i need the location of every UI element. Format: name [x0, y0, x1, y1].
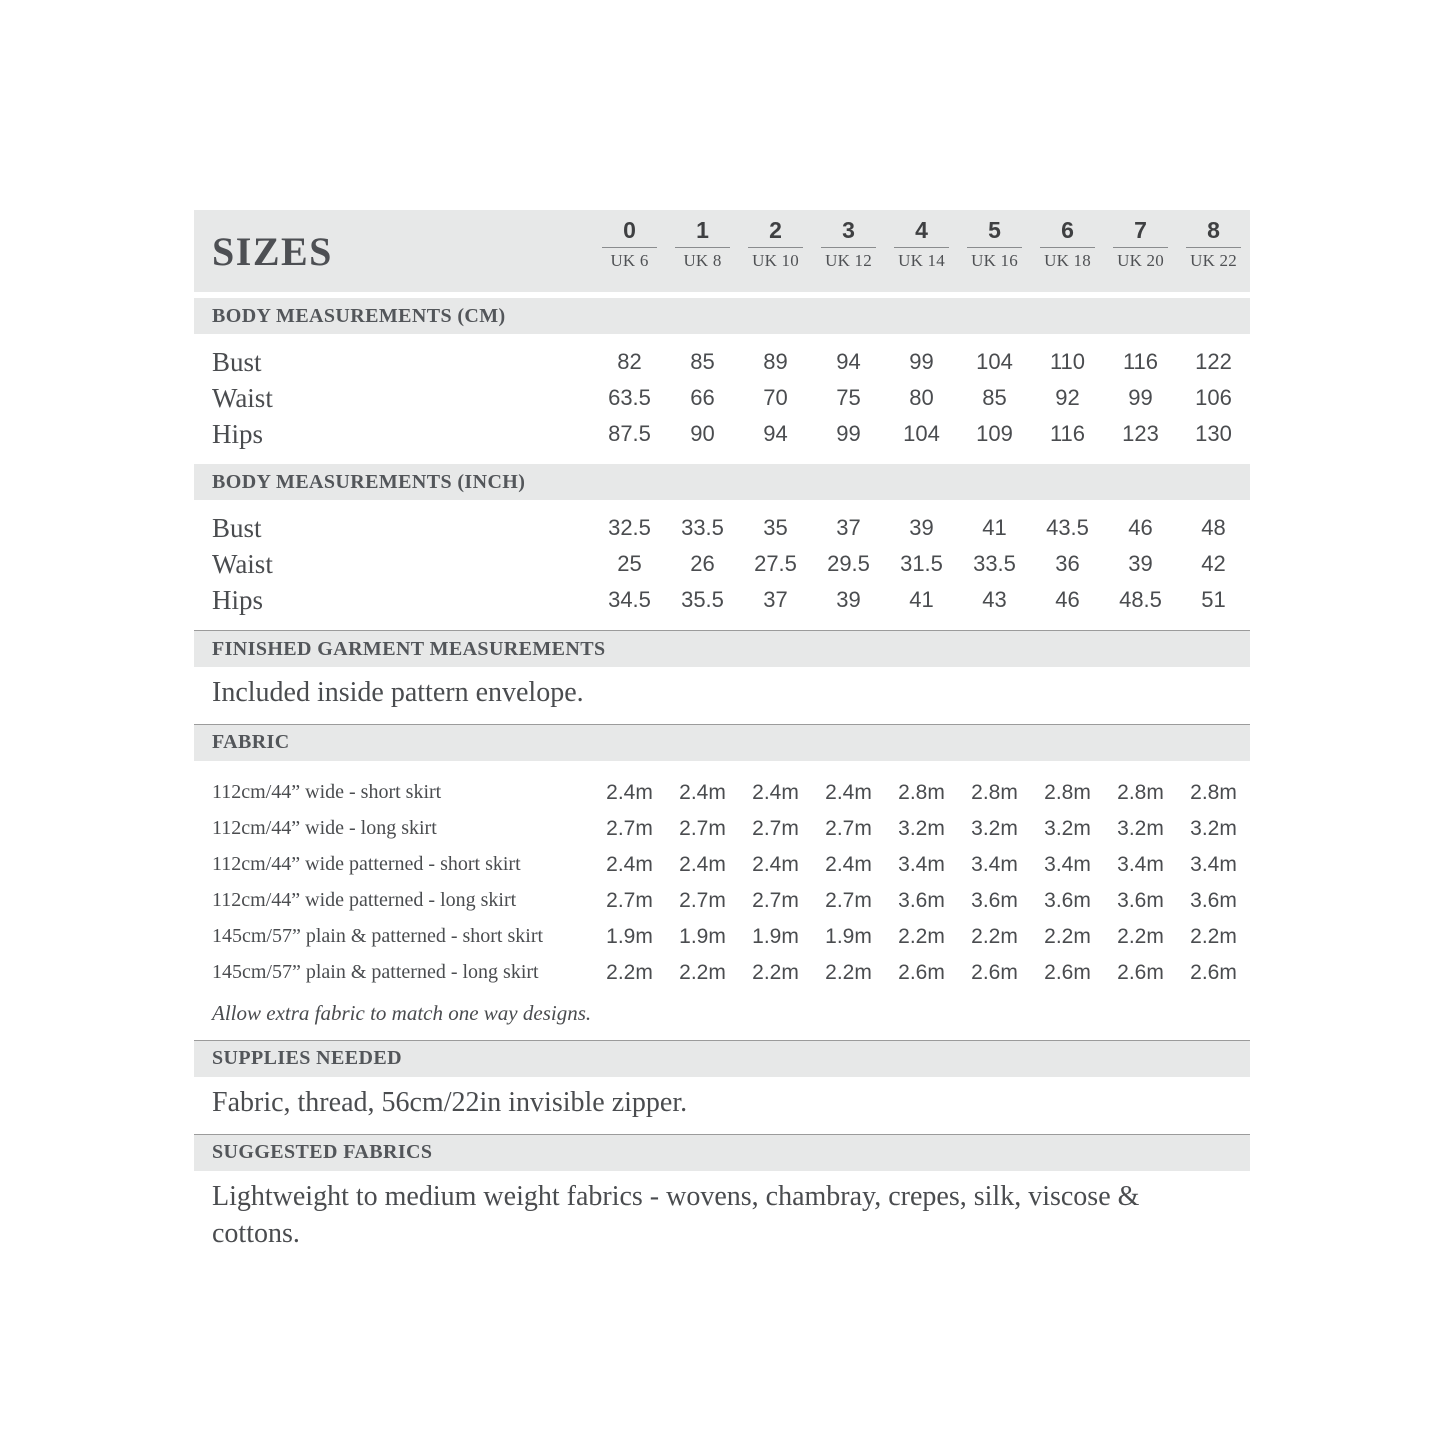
- cell: 2.8m: [971, 780, 1018, 804]
- row-label-waist: Waist: [212, 382, 273, 413]
- fabric-note: Allow extra fabric to match one way designs.: [212, 1000, 592, 1025]
- cell: 2.4m: [606, 852, 653, 876]
- cell: 130: [1195, 421, 1232, 446]
- size-number: 2: [769, 217, 782, 243]
- cell: 27.5: [754, 551, 797, 576]
- cell: 2.7m: [606, 816, 653, 840]
- table-row: [194, 582, 1250, 618]
- cell: 3.6m: [1117, 888, 1164, 912]
- size-column-0: [593, 210, 666, 271]
- cell: 110: [1049, 349, 1086, 374]
- size-column-8: [1177, 210, 1250, 271]
- cell: 85: [982, 385, 1007, 410]
- size-number: 8: [1207, 217, 1220, 243]
- uk-size-label: UK 22: [1190, 251, 1237, 271]
- cell: 39: [909, 515, 934, 540]
- body-inch-table: [194, 500, 1250, 630]
- cell: 35.5: [681, 587, 724, 612]
- cell: 3.6m: [1044, 888, 1091, 912]
- size-column-4: [885, 210, 958, 271]
- cell: 116: [1122, 349, 1159, 374]
- cell: 33.5: [681, 515, 724, 540]
- cell: 2.6m: [971, 960, 1018, 984]
- cell: 104: [903, 421, 940, 446]
- cell: 2.7m: [752, 888, 799, 912]
- cell: 34.5: [608, 587, 651, 612]
- cell: 36: [1055, 551, 1080, 576]
- row-label-bust: Bust: [212, 512, 262, 543]
- cell: 51: [1201, 587, 1226, 612]
- section-header-fabric: [194, 725, 1250, 761]
- cell: 3.4m: [971, 852, 1018, 876]
- uk-size-label: UK 20: [1117, 251, 1164, 271]
- cell: 2.2m: [1044, 924, 1091, 948]
- cell: 3.4m: [1044, 852, 1091, 876]
- spacer: [194, 500, 1250, 510]
- size-divider-rule: [821, 247, 876, 248]
- cell: 42: [1201, 551, 1226, 576]
- cell: 2.6m: [898, 960, 945, 984]
- cell: 2.7m: [679, 816, 726, 840]
- cell: 2.2m: [606, 960, 653, 984]
- cell: 2.7m: [825, 888, 872, 912]
- size-number: 5: [988, 217, 1001, 243]
- cell: 2.7m: [752, 816, 799, 840]
- cell: 43.5: [1046, 515, 1089, 540]
- table-row: [194, 775, 1250, 811]
- cell: 99: [1128, 385, 1153, 410]
- sizes-header: [194, 210, 1250, 292]
- row-values: [593, 853, 1250, 877]
- cell: 2.2m: [752, 960, 799, 984]
- size-columns: [593, 210, 1250, 292]
- section-title: FABRIC: [212, 731, 290, 754]
- row-label-hips: Hips: [212, 418, 264, 449]
- cell: 2.8m: [898, 780, 945, 804]
- fabric-row-label: 112cm/44” wide - short skirt: [212, 781, 442, 804]
- table-row: [194, 546, 1250, 582]
- cell: 37: [763, 587, 788, 612]
- cell: 3.2m: [1190, 816, 1237, 840]
- cell: 43: [982, 587, 1007, 612]
- size-chart-sheet: [194, 210, 1250, 1265]
- cell: 39: [836, 587, 861, 612]
- section-header-suggested-fabrics: [194, 1135, 1250, 1171]
- cell: 99: [836, 421, 861, 446]
- suggested-fabrics-text: Lightweight to medium weight fabrics - wovens, chambray, crepes, silk, viscose & cottons.: [194, 1171, 1250, 1265]
- cell: 3.2m: [1117, 816, 1164, 840]
- cell: 106: [1195, 385, 1232, 410]
- finished-garment-text: Included inside pattern envelope.: [194, 667, 1250, 724]
- cell: 66: [690, 385, 715, 410]
- row-values: [593, 349, 1250, 375]
- uk-size-label: UK 14: [898, 251, 945, 271]
- cell: 2.2m: [971, 924, 1018, 948]
- fabric-row-label: 145cm/57” plain & patterned - short skirt: [212, 925, 544, 948]
- row-values: [593, 817, 1250, 841]
- cell: 89: [763, 349, 788, 374]
- table-row: [194, 955, 1250, 991]
- cell: 2.7m: [679, 888, 726, 912]
- row-values: [593, 587, 1250, 613]
- table-row: [194, 919, 1250, 955]
- cell: 2.8m: [1044, 780, 1091, 804]
- cell: 2.2m: [679, 960, 726, 984]
- cell: 2.4m: [752, 852, 799, 876]
- cell: 80: [909, 385, 934, 410]
- size-column-3: [812, 210, 885, 271]
- cell: 82: [617, 349, 642, 374]
- row-label-bust: Bust: [212, 346, 262, 377]
- cell: 2.4m: [679, 780, 726, 804]
- cell: 2.2m: [1117, 924, 1164, 948]
- cell: 48: [1201, 515, 1226, 540]
- cell: 1.9m: [752, 924, 799, 948]
- cell: 1.9m: [679, 924, 726, 948]
- cell: 63.5: [608, 385, 651, 410]
- section-header-finished-garment: [194, 631, 1250, 667]
- cell: 2.6m: [1117, 960, 1164, 984]
- cell: 3.4m: [1190, 852, 1237, 876]
- cell: 3.6m: [898, 888, 945, 912]
- cell: 35: [763, 515, 788, 540]
- cell: 2.4m: [825, 780, 872, 804]
- fabric-row-label: 112cm/44” wide patterned - short skirt: [212, 853, 521, 876]
- row-values: [593, 515, 1250, 541]
- cell: 1.9m: [606, 924, 653, 948]
- cell: 25: [617, 551, 642, 576]
- size-number: 0: [623, 217, 636, 243]
- cell: 94: [763, 421, 788, 446]
- cell: 2.4m: [679, 852, 726, 876]
- section-title: BODY MEASUREMENTS (CM): [212, 304, 506, 327]
- cell: 48.5: [1119, 587, 1162, 612]
- size-number: 1: [696, 217, 709, 243]
- size-column-5: [958, 210, 1031, 271]
- cell: 1.9m: [825, 924, 872, 948]
- row-values: [593, 781, 1250, 805]
- cell: 3.6m: [971, 888, 1018, 912]
- uk-size-label: UK 10: [752, 251, 799, 271]
- size-column-1: [666, 210, 739, 271]
- cell: 2.8m: [1190, 780, 1237, 804]
- cell: 2.4m: [752, 780, 799, 804]
- cell: 90: [690, 421, 715, 446]
- spacer: [194, 618, 1250, 630]
- cell: 87.5: [608, 421, 651, 446]
- size-divider-rule: [1113, 247, 1168, 248]
- cell: 116: [1049, 421, 1086, 446]
- size-number: 7: [1134, 217, 1147, 243]
- uk-size-label: UK 16: [971, 251, 1018, 271]
- cell: 92: [1055, 385, 1080, 410]
- table-row: [194, 811, 1250, 847]
- cell: 75: [836, 385, 861, 410]
- supplies-text: Fabric, thread, 56cm/22in invisible zipper.: [194, 1077, 1250, 1134]
- cell: 2.8m: [1117, 780, 1164, 804]
- size-number: 3: [842, 217, 855, 243]
- cell: 99: [909, 349, 934, 374]
- section-header-body-inch: [194, 464, 1250, 500]
- page-title: SIZES: [212, 228, 333, 274]
- cell: 3.4m: [1117, 852, 1164, 876]
- cell: 33.5: [973, 551, 1016, 576]
- cell: 3.6m: [1190, 888, 1237, 912]
- fabric-row-label: 112cm/44” wide - long skirt: [212, 817, 437, 840]
- size-number: 6: [1061, 217, 1074, 243]
- spacer: [194, 452, 1250, 464]
- cell: 2.4m: [825, 852, 872, 876]
- uk-size-label: UK 12: [825, 251, 872, 271]
- section-title: FINISHED GARMENT MEASUREMENTS: [212, 637, 606, 660]
- row-values: [593, 385, 1250, 411]
- cell: 123: [1122, 421, 1159, 446]
- size-divider-rule: [1186, 247, 1241, 248]
- row-values: [593, 551, 1250, 577]
- section-header-body-cm: [194, 298, 1250, 334]
- cell: 109: [976, 421, 1013, 446]
- cell: 2.2m: [1190, 924, 1237, 948]
- cell: 2.7m: [825, 816, 872, 840]
- table-row: [194, 510, 1250, 546]
- size-column-7: [1104, 210, 1177, 271]
- cell: 29.5: [827, 551, 870, 576]
- section-title: BODY MEASUREMENTS (INCH): [212, 470, 526, 493]
- row-values: [593, 961, 1250, 985]
- size-divider-rule: [1040, 247, 1095, 248]
- cell: 3.2m: [898, 816, 945, 840]
- cell: 41: [982, 515, 1007, 540]
- cell: 3.2m: [971, 816, 1018, 840]
- size-number: 4: [915, 217, 928, 243]
- uk-size-label: UK 8: [683, 251, 722, 271]
- cell: 122: [1195, 349, 1232, 374]
- row-label-hips: Hips: [212, 584, 264, 615]
- row-values: [593, 889, 1250, 913]
- cell: 2.7m: [606, 888, 653, 912]
- cell: 85: [690, 349, 715, 374]
- row-values: [593, 421, 1250, 447]
- cell: 70: [763, 385, 788, 410]
- row-values: [593, 925, 1250, 949]
- cell: 3.2m: [1044, 816, 1091, 840]
- cell: 37: [836, 515, 861, 540]
- table-row: [194, 847, 1250, 883]
- size-divider-rule: [967, 247, 1022, 248]
- cell: 46: [1055, 587, 1080, 612]
- table-row: [194, 380, 1250, 416]
- table-row: [194, 416, 1250, 452]
- section-header-supplies: [194, 1041, 1250, 1077]
- cell: 2.2m: [898, 924, 945, 948]
- cell: 39: [1128, 551, 1153, 576]
- size-divider-rule: [675, 247, 730, 248]
- size-divider-rule: [748, 247, 803, 248]
- cell: 2.6m: [1190, 960, 1237, 984]
- cell: 46: [1128, 515, 1153, 540]
- cell: 2.2m: [825, 960, 872, 984]
- fabric-row-label: 145cm/57” plain & patterned - long skirt: [212, 961, 539, 984]
- row-label-waist: Waist: [212, 548, 273, 579]
- size-divider-rule: [894, 247, 949, 248]
- section-title: SUPPLIES NEEDED: [212, 1047, 402, 1070]
- table-row: [194, 883, 1250, 919]
- spacer: [194, 334, 1250, 344]
- uk-size-label: UK 18: [1044, 251, 1091, 271]
- uk-size-label: UK 6: [610, 251, 649, 271]
- body-cm-table: [194, 334, 1250, 464]
- size-divider-rule: [602, 247, 657, 248]
- fabric-row-label: 112cm/44” wide patterned - long skirt: [212, 889, 517, 912]
- fabric-table: [194, 761, 1250, 1040]
- cell: 41: [909, 587, 934, 612]
- section-title: SUGGESTED FABRICS: [212, 1141, 433, 1164]
- cell: 32.5: [608, 515, 651, 540]
- table-row: [194, 344, 1250, 380]
- cell: 2.6m: [1044, 960, 1091, 984]
- cell: 26: [690, 551, 715, 576]
- cell: 2.4m: [606, 780, 653, 804]
- cell: 3.4m: [898, 852, 945, 876]
- cell: 31.5: [900, 551, 943, 576]
- cell: 94: [836, 349, 861, 374]
- size-column-2: [739, 210, 812, 271]
- cell: 104: [976, 349, 1013, 374]
- size-column-6: [1031, 210, 1104, 271]
